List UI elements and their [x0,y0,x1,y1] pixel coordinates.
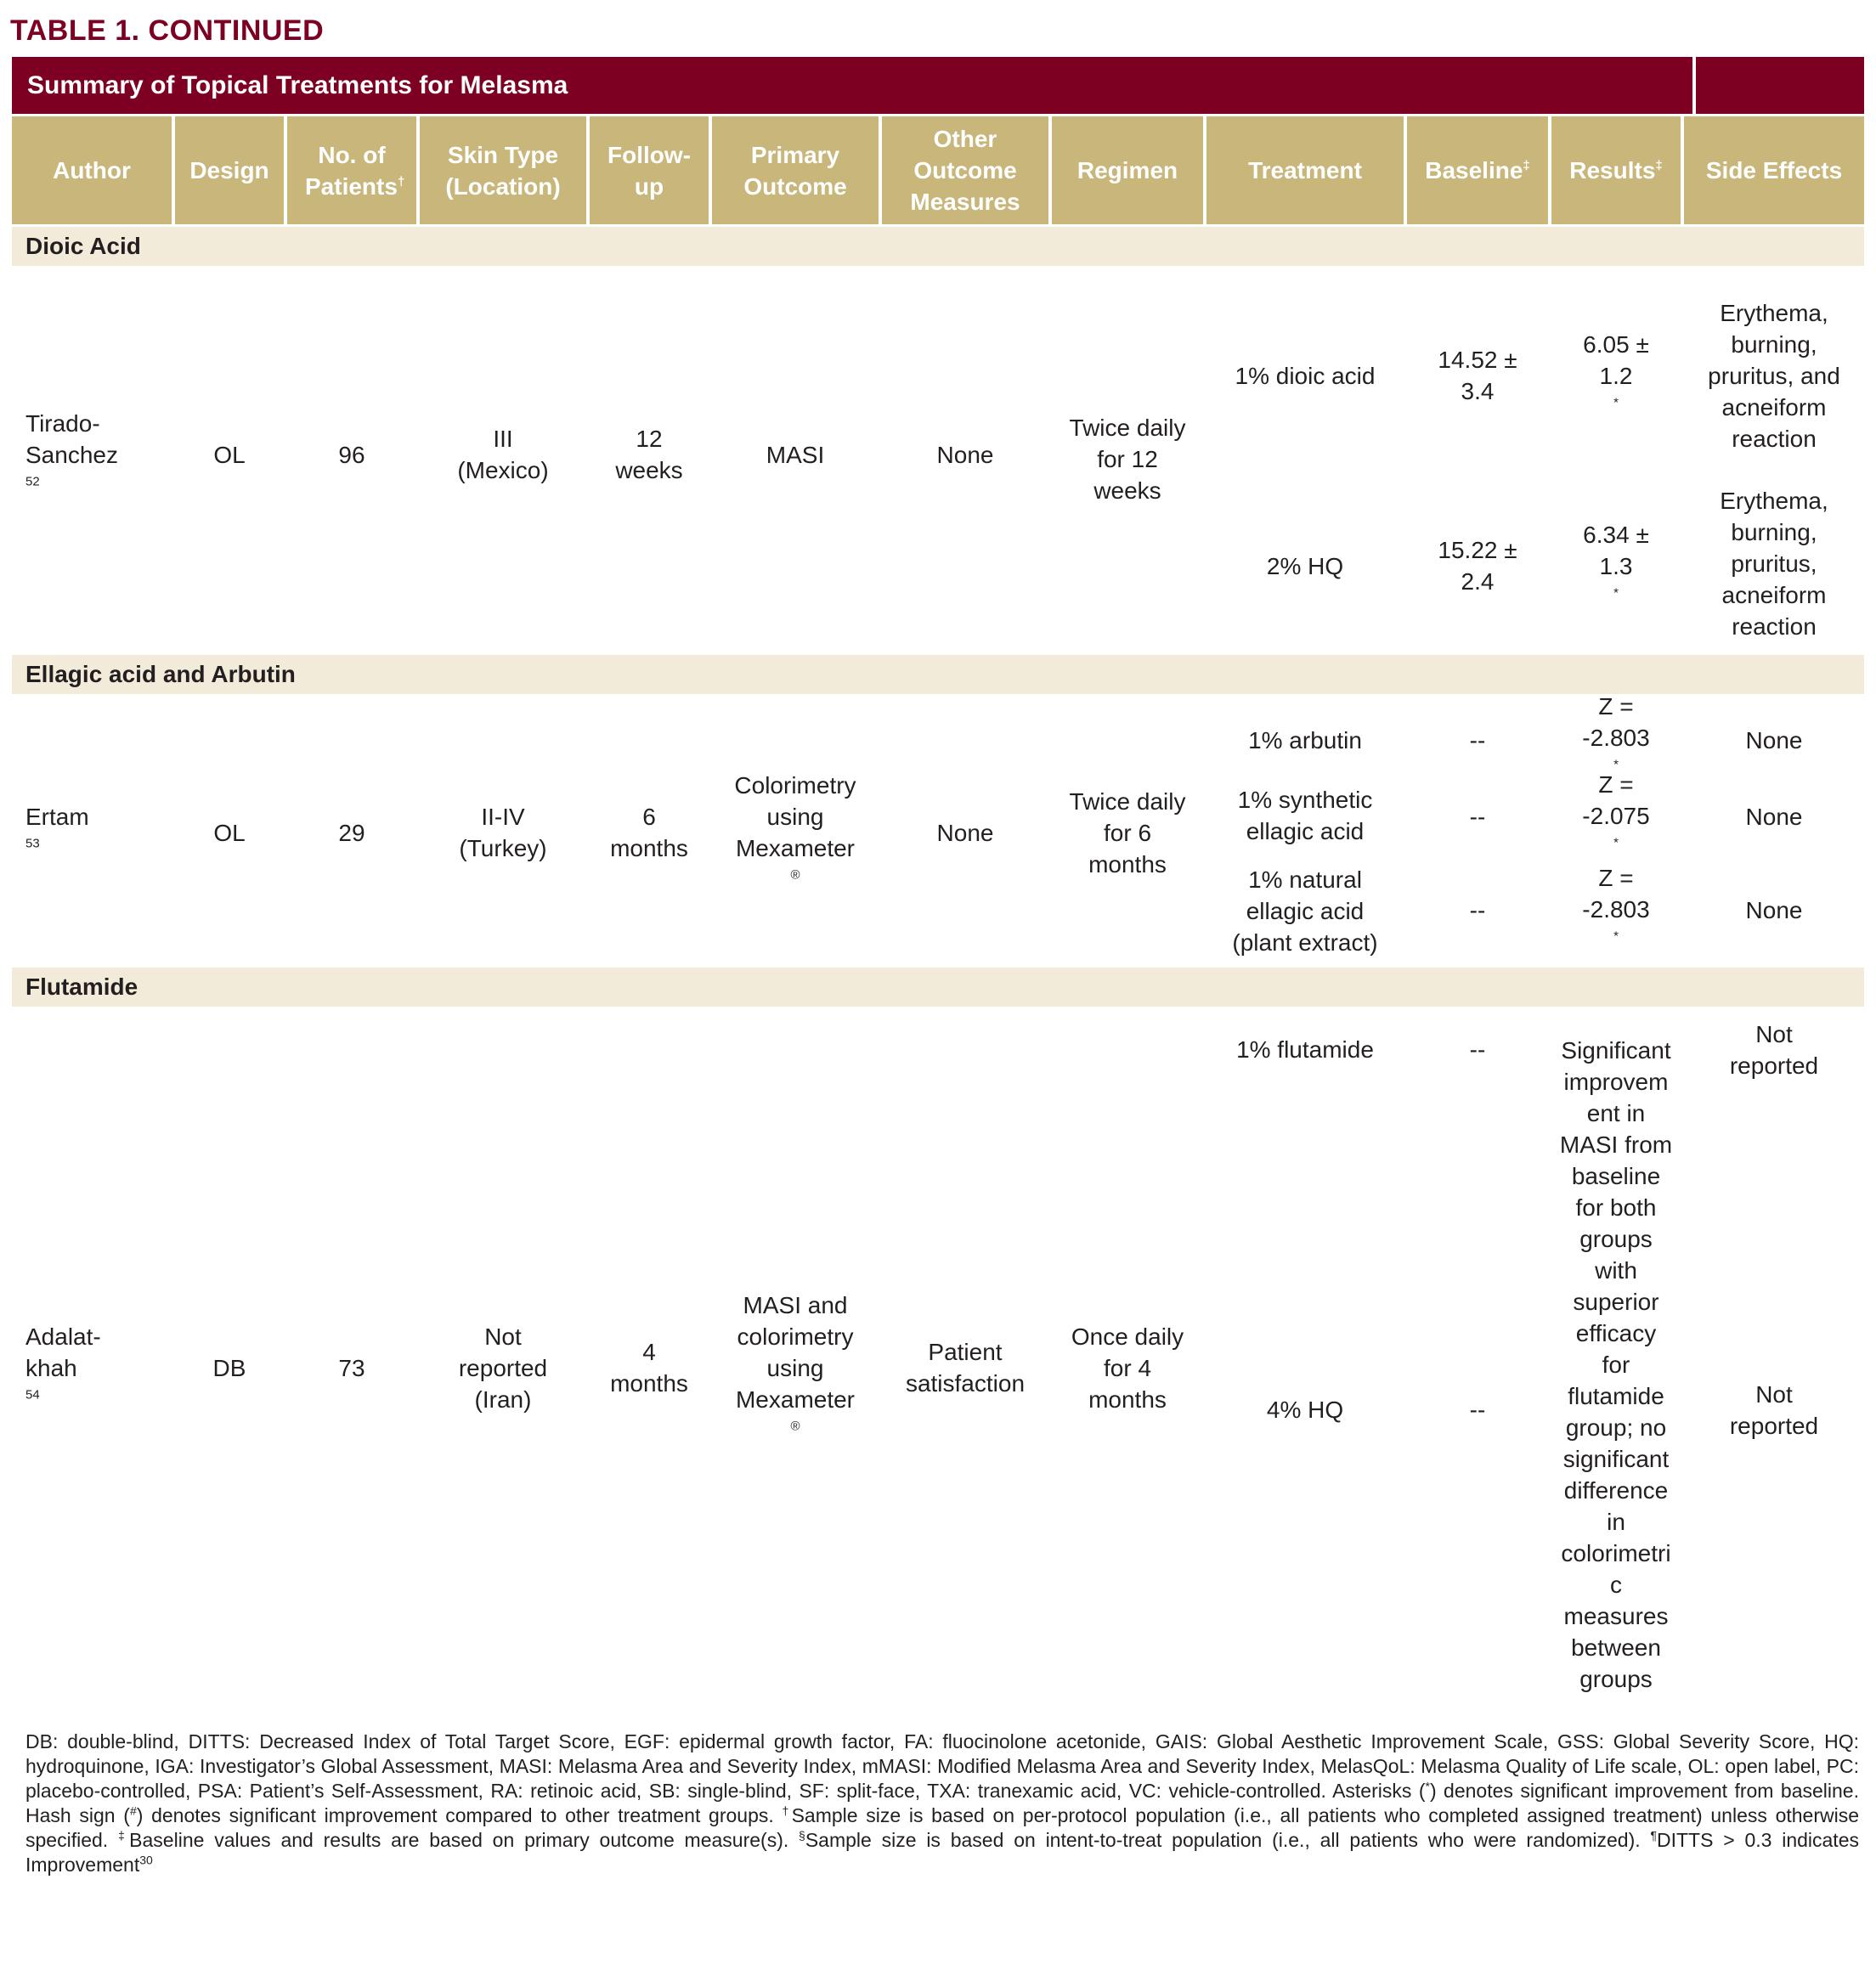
patients-cell: 96 [338,441,365,468]
design-cell: OL [213,819,246,846]
primary-outcome-cell: MASI [766,441,825,468]
baseline-cell: -- [1469,896,1486,923]
footnote: DB: double-blind, DITTS: Decreased Index of Total Target Score, EGF: epidermal growth factor, FA: fluocinolone acetonide, GAIS: Global Aesthetic Improvement Scale, GSS: Global Severity Score, HQ: hydroquinone, IGA: Investigator’s Global Assessment, MASI: Melasma Area and Severity Index, mMASI: Modified Melasma Area and Severity Index, MelasQoL: Melasma Quality of Life scale, OL: open label, PC: placebo-controlled, PSA: Patient’s Self-Assessment, RA: retinoic acid, SB: single-blind, SF: split-face, TXA: tranexamic acid, VC: vehicle-controlled. Asterisks (*) denotes significant improvement from baseline. Hash sign (#) denotes significant improvement compared to other treatment groups. †Sample size is based on per-protocol population (i.e., all patients who completed assigned treatment) unless otherwise specified. ‡Baseline values and results are based on primary outcome measure(s). §Sample size is based on intent-to-treat population (i.e., all patients who were randomized). ¶DITTS > 0.3 indicates Improvement$^{30}$ [25,1730,1860,1876]
treatment-cell: 4% HQ [1266,1396,1344,1423]
table-caption: Summary of Topical Treatments for Melasma [12,57,1692,114]
header-design: Design [175,116,284,224]
design-cell: DB [212,1354,246,1381]
header-treatment: Treatment [1206,116,1404,224]
baseline-cell: -- [1469,726,1486,753]
header-side-effects: Side Effects [1684,116,1864,224]
skin-type-cell: III (Mexico) [457,426,549,483]
section-flutamide: Flutamide [12,968,1864,1007]
caption-side-block [1696,57,1864,114]
follow-up-cell: 12 weeks [615,426,683,483]
header-primary-outcome: Primary Outcome [712,116,879,224]
header-patients: No. of Patients† [287,116,416,224]
header-skin-type: Skin Type (Location) [420,116,586,224]
follow-up-cell: 4 months [610,1339,688,1397]
author-ertam: Ertam $^{53}$ [25,804,89,851]
primary-outcome-cell: Colorimetry using Mexameter ® [734,772,856,883]
header-other-outcome: Other Outcome Measures [882,116,1048,224]
result-cell: Z = -2.075 * [1582,770,1650,850]
other-outcome-cell: None [936,441,994,468]
header-author: Author [12,116,172,224]
result-cell: Z = -2.803 * [1582,692,1650,772]
treatment-cell: 2% HQ [1266,552,1344,579]
side-effects-cell: None [1745,896,1803,923]
regimen-cell: Once daily for 4 months [1071,1323,1184,1413]
baseline-cell: 15.22 ± 2.4 [1438,537,1517,595]
treatment-cell: 1% dioic acid [1235,362,1376,389]
table-caption-banner [12,57,1864,114]
section-ellagic-acid-arbutin: Ellagic acid and Arbutin [12,655,1864,694]
regimen-cell: Twice daily for 6 months [1069,787,1186,878]
regimen-cell: Twice daily for 12 weeks [1069,414,1186,504]
header-regimen: Regimen [1052,116,1203,224]
treatment-cell: 1% synthetic ellagic acid [1237,787,1373,844]
side-effects-cell: None [1745,803,1803,830]
side-effects-cell: None [1745,726,1803,753]
header-baseline: Baseline‡ [1407,116,1548,224]
skin-type-cell: Not reported (Iran) [458,1323,548,1413]
treatment-cell: 1% arbutin [1248,726,1362,753]
header-follow-up: Follow-up [590,116,709,224]
baseline-cell: -- [1469,803,1486,830]
treatment-cell: 1% natural ellagic acid (plant extract) [1232,866,1378,956]
header-results: Results‡ [1551,116,1681,224]
side-effects-cell: Not reported [1729,1021,1819,1079]
other-outcome-cell: None [936,819,994,846]
side-effects-cell: Not reported [1729,1381,1819,1439]
other-outcome-cell: Patient satisfaction [905,1339,1026,1397]
baseline-cell: -- [1469,1036,1486,1063]
page-title: TABLE 1. CONTINUED [10,14,325,47]
author-tirado-sanchez: Tirado-Sanchez $^{52}$ [25,409,118,489]
design-cell: OL [213,441,246,468]
section-dioic-acid: Dioic Acid [12,227,1864,266]
patients-cell: 73 [338,1354,365,1381]
result-cell: Z = -2.803 * [1582,864,1650,944]
treatment-cell: 1% flutamide [1236,1036,1374,1063]
follow-up-cell: 6 months [610,804,688,861]
result-cell: 6.34 ± 1.3 * [1583,521,1649,601]
primary-outcome-cell: MASI and colorimetry using Mexameter ® [735,1291,856,1434]
author-adalat-khah: Adalat-khah $^{54}$ [25,1323,101,1402]
skin-type-cell: II-IV (Turkey) [459,804,547,861]
baseline-cell: -- [1469,1396,1486,1423]
patients-cell: 29 [338,819,365,846]
side-effects-cell: Erythema, burning, pruritus, acneiform reaction [1720,487,1828,640]
side-effects-cell: Erythema, burning, pruritus, and acneiform reaction [1708,299,1840,452]
baseline-cell: 14.52 ± 3.4 [1438,347,1517,404]
shared-result-cell: Significant improvement in MASI from baseline for both groups with superior efficacy for flutamide group; no significant difference in colorimetric measures between groups [1559,1036,1673,1692]
result-cell: 6.05 ± 1.2 * [1583,330,1649,410]
